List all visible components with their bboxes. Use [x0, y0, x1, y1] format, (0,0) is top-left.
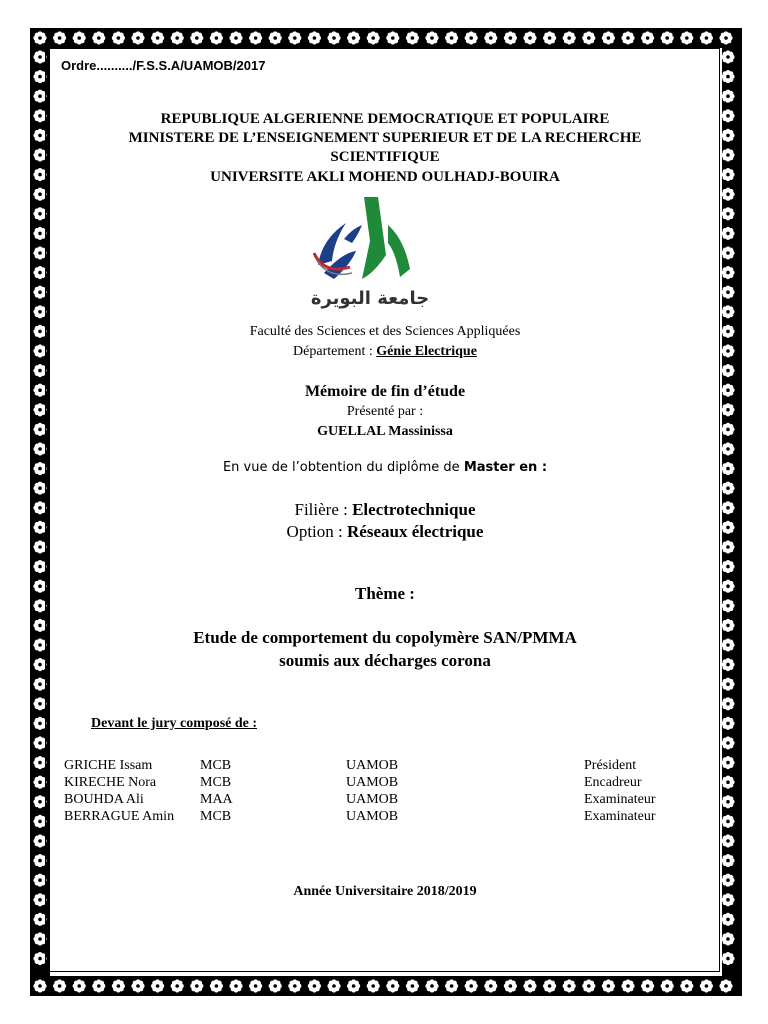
academic-year: Année Universitaire 2018/2019 [293, 884, 477, 899]
jury-row [64, 792, 704, 808]
filiere-label: Filière : [294, 500, 353, 519]
header-university: UNIVERSITE AKLI MOHEND OULHADJ-BOUIRA [210, 169, 560, 185]
jury-name: BERRAGUE Amin [64, 809, 175, 824]
department-value: Génie Electrique [376, 344, 477, 359]
jury-name: KIRECHE Nora [64, 775, 157, 790]
diploma-line [50, 460, 720, 475]
logo-arabic-text: جامعة البويرة [310, 288, 430, 309]
filiere-value: Electrotechnique [352, 500, 476, 519]
jury-grade: MCB [200, 775, 232, 790]
jury-row [64, 758, 704, 774]
diploma-suffix: en : [514, 460, 548, 475]
jury-role: Président [584, 758, 637, 773]
jury-grade: MAA [200, 792, 233, 807]
department-label: Département : [293, 344, 377, 359]
jury-row [64, 775, 704, 791]
diploma-degree: Master [463, 460, 515, 475]
memoire-title: Mémoire de fin d’étude [304, 383, 466, 400]
title-page [50, 50, 720, 970]
option-line [50, 522, 720, 542]
jury-heading: Devant le jury composé de : [91, 716, 258, 731]
jury-role: Examinateur [584, 809, 656, 824]
ordre-number: Ordre........../F.S.S.A/UAMOB/2017 [61, 58, 266, 73]
jury-role: Encadreur [584, 775, 642, 790]
jury-name: GRICHE Issam [64, 758, 153, 773]
author-name: GUELLAL Massinissa [317, 424, 453, 439]
diploma-prefix: En vue de l’obtention du diplôme de [222, 460, 464, 475]
department [50, 343, 720, 361]
jury-institution: UAMOB [346, 792, 399, 807]
jury-institution: UAMOB [346, 758, 399, 773]
faculty-name: Faculté des Sciences et des Sciences Appliquées [249, 324, 521, 339]
jury-row [64, 809, 704, 825]
header-scientifique: SCIENTIFIQUE [330, 149, 440, 165]
jury-grade: MCB [200, 758, 232, 773]
header-ministry: MINISTERE DE L’ENSEIGNEMENT SUPERIEUR ET DE LA RECHERCHE [128, 130, 642, 146]
filiere-line [50, 500, 720, 520]
theme-label: Thème : [355, 584, 415, 603]
theme-title-line1: Etude de comportement du copolymère SAN/PMMA [193, 628, 577, 647]
jury-institution: UAMOB [346, 775, 399, 790]
jury-role: Examinateur [584, 792, 656, 807]
header-republic: REPUBLIQUE ALGERIENNE DEMOCRATIQUE ET POPULAIRE [160, 111, 610, 127]
theme-title-line2: soumis aux décharges corona [279, 651, 491, 670]
jury-institution: UAMOB [346, 809, 399, 824]
option-value: Réseaux électrique [347, 522, 484, 541]
option-label: Option : [286, 522, 347, 541]
jury-grade: MCB [200, 809, 232, 824]
presented-by: Présenté par : [346, 404, 424, 419]
jury-name: BOUHDA Ali [64, 792, 144, 807]
